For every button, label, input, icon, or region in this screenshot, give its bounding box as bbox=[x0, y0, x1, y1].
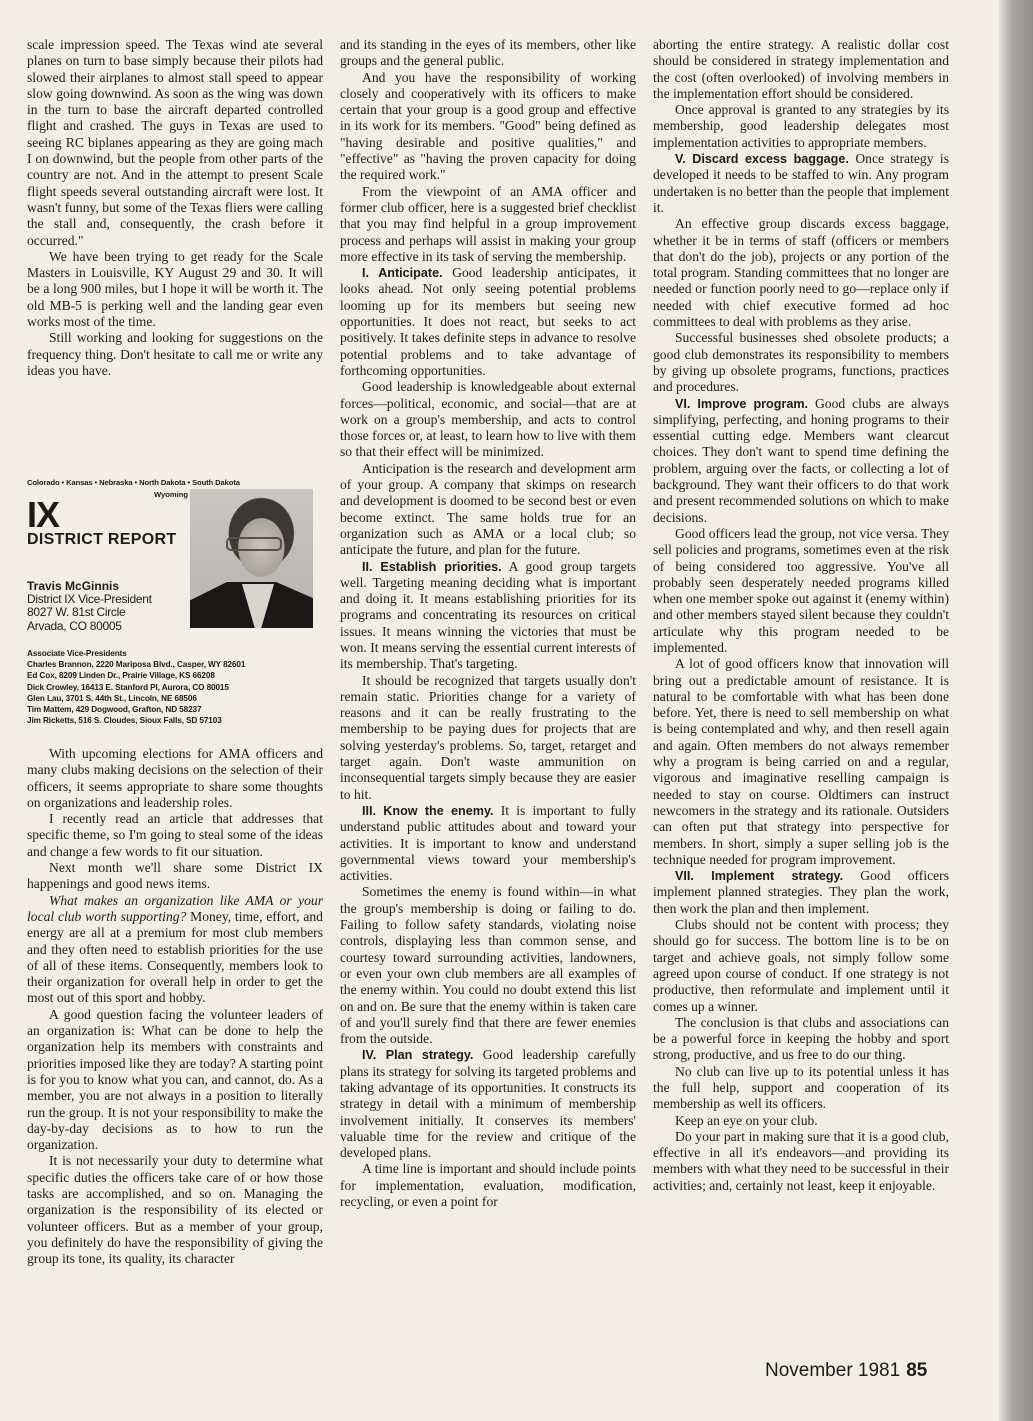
paragraph-text: Good leadership is knowledgeable about external forces—political, economic, and social—that are at work on a group's membership, and acts to control those forces or, at least, to learn how to live with them so that their effect will be minimized. bbox=[340, 379, 636, 460]
paragraph-text: Keep an eye on your club. bbox=[675, 1112, 818, 1128]
paragraph bbox=[27, 811, 323, 860]
section-heading: I. Anticipate. bbox=[362, 266, 443, 281]
paragraph bbox=[653, 917, 949, 1015]
paragraph bbox=[27, 893, 323, 1007]
paragraph-text: Good leadership carefully plans its strategy for solving its targeted problems and taking advantage of its opportunities. It constructs its strategy in detail with a minimum of membership involvement initially. It conserves its members' valuable time for the review and critique of the developed plans. bbox=[340, 1047, 636, 1161]
paragraph bbox=[653, 1113, 949, 1129]
paragraph-text: It is important to fully understand public attitudes about and toward your activities. It is important to know and understand governmental views toward your membership's activities. bbox=[340, 802, 636, 884]
paragraph-text: From the viewpoint of an AMA officer and former club officer, here is a suggested brief checklist that you may find helpful in a group improvement process and perhaps will assist in making your group more effective in its task of serving the membership. bbox=[340, 183, 636, 264]
paragraph-text: Successful businesses shed obsolete products; a good club demonstrates its responsibility to members by giving up obsolete programs, functions, practices and procedures. bbox=[653, 330, 949, 395]
paragraph-text: Good leadership anticipates, it looks ahead. Not only seeing potential problems looming up for its members but seeing new opportunities. It does not react, but seeks to act positively. It takes definite steps in advance to resolve potential problems and to take advantage of forthcoming opportunities. bbox=[340, 265, 636, 378]
paragraph bbox=[27, 330, 323, 379]
paragraph-text: aborting the entire strategy. A realistic dollar cost should be considered in strategy implementation and the cost (often overlooked) of involving members in the implementation effort should be considered. bbox=[653, 37, 949, 101]
paragraph bbox=[653, 1129, 949, 1194]
paragraph bbox=[653, 656, 949, 868]
paragraph-text: Money, time, effort, and energy are all at a premium for most club members and they often need to establish priorities for the use of all of these items. Consequently, members look to their organization for overall help in order to get the most out of this sport and hobby. bbox=[27, 908, 323, 1006]
article-column-3 bbox=[653, 37, 949, 1194]
assoc-item: Charles Brannon, 2220 Mariposa Blvd., Casper, WY 82601 bbox=[27, 660, 246, 670]
article-column-1-top bbox=[27, 37, 323, 379]
paragraph-text: A lot of good officers know that innovation will bring out a predictable amount of resistance. It is natural to be comfortable with what has been done before. Yet, there is need to sell membership on what is being contemplated and why, and then resell again and again. Often members do not always remember why a program is being carried on and a regular, vigorous and imaginative reselling campaign is needed to stay on course. Oldtimers can instruct newcomers in the strategy and its rationale. Outsiders can often put that strategy into perspective for members. In short, simply a super selling job is the technique needed for program improvement. bbox=[653, 656, 949, 867]
vp-name: Travis McGinnis bbox=[27, 579, 120, 593]
paragraph bbox=[340, 37, 636, 70]
paragraph-text: and its standing in the eyes of its members, other like groups and the general public. bbox=[340, 37, 636, 69]
paragraph-text: Still working and looking for suggestions on the frequency thing. Don't hesitate to call me or write any ideas you have. bbox=[27, 330, 323, 378]
paragraph bbox=[27, 746, 323, 811]
paragraph bbox=[653, 216, 949, 330]
paragraph bbox=[653, 526, 949, 656]
paragraph bbox=[653, 37, 949, 102]
paragraph-text: We have been trying to get ready for the Scale Masters in Louisville, KY August 29 and 30. It will be a long 900 miles, but I hope it will be worth it. The old MB-5 is perking well and the landing gear even works most of the time. bbox=[27, 248, 323, 330]
paragraph bbox=[27, 249, 323, 330]
paragraph-text: Do your part in making sure that it is a good club, effective in all it's endeavors—and providing its members with what they need to be successful in their activities; and, certainly not least, keep it enjoyable. bbox=[653, 1128, 949, 1193]
vp-contact bbox=[27, 593, 152, 633]
paragraph-text: With upcoming elections for AMA officers and many clubs making decisions on the selection of their officers, it seems appropriate to share some thoughts on organizations and leadership roles. bbox=[27, 746, 323, 810]
paragraph bbox=[340, 461, 636, 559]
paragraph bbox=[653, 1064, 949, 1113]
paragraph-text: Good officers lead the group, not vice versa. They sell policies and programs, sometimes even at the risk of being considered too aggressive. You've all probably seen desperately needed programs killed when one member spoke out against it (enemy within) and other members stayed silent because they couldn't articulate why this program needed to be implemented. bbox=[653, 525, 949, 655]
paragraph bbox=[340, 379, 636, 460]
paragraph-text: Anticipation is the research and development arm of your group. A company that skimps on research and development is doomed to be second best or even become extinct. The same holds true for an organization such as AMA or a local club; so anticipate the future, and plan for the future. bbox=[340, 460, 636, 558]
page-number: 85 bbox=[906, 1360, 928, 1381]
page-footer bbox=[765, 1360, 927, 1382]
paragraph bbox=[27, 37, 323, 249]
issue-date: November 1981 bbox=[765, 1360, 901, 1381]
paragraph-text: An effective group discards excess baggage, whether it be in terms of staff (officers or members that don't do the job), projects or any portion of the total program. Standing committees that no longer are needed or function poorly need to go—replace only if needed with chief executive formed ad hoc committees to deal with problems as they arise. bbox=[653, 216, 949, 330]
paragraph bbox=[653, 102, 949, 151]
section-heading: IV. Plan strategy. bbox=[362, 1048, 474, 1063]
vp-title: District IX Vice-President bbox=[27, 592, 152, 606]
paragraph-text: Once strategy is developed it needs to be staffed to win. Any program undertaken is no better than the people that implement it. bbox=[653, 151, 949, 215]
paragraph-text: It is not necessarily your duty to determine what specific duties the officers take care of or how those tasks are accomplished, and so on. Managing the organization is the responsibility of its elected or volunteer officers. But as a member of your group, you definitely do have the responsibility of giving the group its tone, its quality, its character bbox=[27, 1153, 323, 1267]
paragraph-text: A good group targets well. Targeting meaning deciding what is important and doing it. It means establishing priorities for its programs and concentrating its resources on critical issues. It means winning the victories that must be won. It means serving the essential current interests of its membership. That's targeting. bbox=[340, 558, 636, 672]
assoc-item: Glen Lau, 3701 S. 44th St., Lincoln, NE 68506 bbox=[27, 693, 197, 703]
paragraph bbox=[653, 868, 949, 917]
paragraph bbox=[340, 184, 636, 265]
paragraph-text: Good clubs are always simplifying, perfecting, and honing programs to their essential cutting edge. Members want clearcut choices. They don't want to spend time defining the problem, arguing over the facts, or collecting a lot of background. They want their officers to do that work and present recommended solutions on which to make decisions. bbox=[653, 395, 949, 525]
paragraph bbox=[340, 559, 636, 673]
district-states: Colorado • Kansas • Nebraska • North Dakota • South Dakota bbox=[27, 478, 240, 487]
paragraph-text: And you have the responsibility of working closely and cooperatively with its officers to make certain that your group is a good group and effective in its work for its members. "Good" being defined as "having desirable and positive qualities," and "effective" as "having the proven capacity for doing the required work." bbox=[340, 69, 636, 183]
section-heading: II. Establish priorities. bbox=[362, 559, 502, 574]
paragraph bbox=[27, 1007, 323, 1154]
assoc-item: Ed Cox, 8209 Linden Dr., Prairie Village, KS 66208 bbox=[27, 671, 215, 681]
paragraph bbox=[340, 70, 636, 184]
paragraph bbox=[653, 1015, 949, 1064]
article-column-2 bbox=[340, 37, 636, 1210]
paragraph-text: A good question facing the volunteer leaders of an organization is: What can be done to help the organization help its members with constraints and priorities imposed like they are today? A starting point is for you to know what you can, and cannot, do. As a member, you are not always in a position to literally run the group. It is not your responsibility to make the day-by-day decisions as to how to run the organization. bbox=[27, 1006, 323, 1153]
paragraph bbox=[27, 860, 323, 893]
paragraph-text: Once approval is granted to any strategies by its membership, good leadership delegates most implementation activities to appropriate members. bbox=[653, 102, 949, 150]
assoc-item: Dick Crowley, 16413 E. Stanford Pl, Aurora, CO 80015 bbox=[27, 682, 229, 692]
assoc-item: Jim Ricketts, 516 S. Cloudes, Sioux Falls, SD 57103 bbox=[27, 716, 222, 726]
article-column-1-bottom bbox=[27, 746, 323, 1268]
district-states-extra: Wyoming bbox=[153, 490, 188, 499]
paragraph bbox=[653, 330, 949, 395]
paragraph-text: A time line is important and should include points for implementation, evaluation, modification, recycling, or even a point for bbox=[340, 1161, 636, 1210]
district-report-box bbox=[27, 474, 317, 736]
paragraph bbox=[340, 265, 636, 379]
paragraph bbox=[340, 884, 636, 1047]
section-heading: V. Discard excess baggage. bbox=[675, 152, 849, 167]
vp-city: Arvada, CO 80005 bbox=[27, 618, 122, 633]
assoc-item: Tim Mattem, 429 Dogwood, Grafton, ND 58237 bbox=[27, 705, 202, 715]
district-report-title: DISTRICT REPORT bbox=[27, 531, 177, 548]
vp-street: 8027 W. 81st Circle bbox=[27, 605, 126, 620]
paragraph-text: Next month we'll share some District IX happenings and good news items. bbox=[27, 860, 323, 892]
italic-question: What makes an organization like AMA or your local club worth supporting? bbox=[27, 892, 323, 924]
paragraph-text: scale impression speed. The Texas wind ate several planes on turn to base simply because their pilots had slowed their airplanes to almost stall speed to appear slow going downwind. As soon as the wing was down in the turn to base the aircraft departed controlled flight and crashed. The guys in Texas are used to seeing RC biplanes appearing as they are going mach I on downwind, but the people from other parts of the country are not. And in the attempt to present Scale flight speeds several outstanding aircraft were lost. It wasn't funny, but some of the Texas fliers were calling the stall and, consequently, the crash before it occurred." bbox=[27, 37, 323, 248]
district-numeral: IX bbox=[27, 494, 60, 535]
paragraph-text: Sometimes the enemy is found within—in what the group's membership is doing or failing to do. Failing to follow safety standards, violating noise controls, displaying less than common sense, and courtesy toward surrounding activities, landowners, or even your own club members are all examples of the enemy within. You could no doubt extend this list on and on. Be sure that the enemy within is taken care of and you'll surely find that there are fewer enemies from the outside. bbox=[340, 884, 636, 1047]
paragraph bbox=[340, 673, 636, 803]
assoc-heading: Associate Vice-Presidents bbox=[27, 649, 127, 658]
paragraph bbox=[340, 1161, 636, 1210]
paragraph bbox=[653, 396, 949, 526]
paragraph-text: Good officers implement planned strategies. They plan the work, then work the plan and then implement. bbox=[653, 868, 949, 916]
paragraph bbox=[27, 1153, 323, 1267]
section-heading: III. Know the enemy. bbox=[362, 803, 494, 818]
glasses bbox=[226, 537, 282, 551]
paragraph-text: I recently read an article that addresses that specific theme, so I'm going to steal some of the ideas and change a few words to fit our situation. bbox=[27, 811, 323, 859]
paragraph-text: It should be recognized that targets usually don't remain static. Priorities change for a variety of reasons and it can be really frustrating to the membership to be paying dues for projects that are solving yesterday's problems. So, target, retarget and target again. Don't waste ammunition on inconsequential targets simply because they are easier to hit. bbox=[340, 672, 636, 802]
associate-vps bbox=[27, 648, 245, 726]
paragraph-text: The conclusion is that clubs and associations can be a powerful force in keeping the hobby and sport strong, productive, and us free to do our thing. bbox=[653, 1014, 949, 1063]
scan-edge-shadow bbox=[999, 0, 1033, 1421]
vice-president-photo bbox=[190, 489, 313, 628]
section-heading: VII. Implement strategy. bbox=[675, 869, 844, 884]
paragraph bbox=[340, 803, 636, 884]
section-heading: VI. Improve program. bbox=[675, 396, 809, 411]
paragraph bbox=[340, 1047, 636, 1161]
paragraph-text: Clubs should not be content with process; they should go for success. The bottom line is to be on target and achieve goals, not simply follow some agreed upon course of conduct. If one strategy is not productive, then reformulate and implement until it comes up a winner. bbox=[653, 917, 949, 1014]
paragraph bbox=[653, 151, 949, 216]
paragraph-text: No club can live up to its potential unless it has the full help, support and cooperation of its membership as well its officers. bbox=[653, 1063, 949, 1112]
